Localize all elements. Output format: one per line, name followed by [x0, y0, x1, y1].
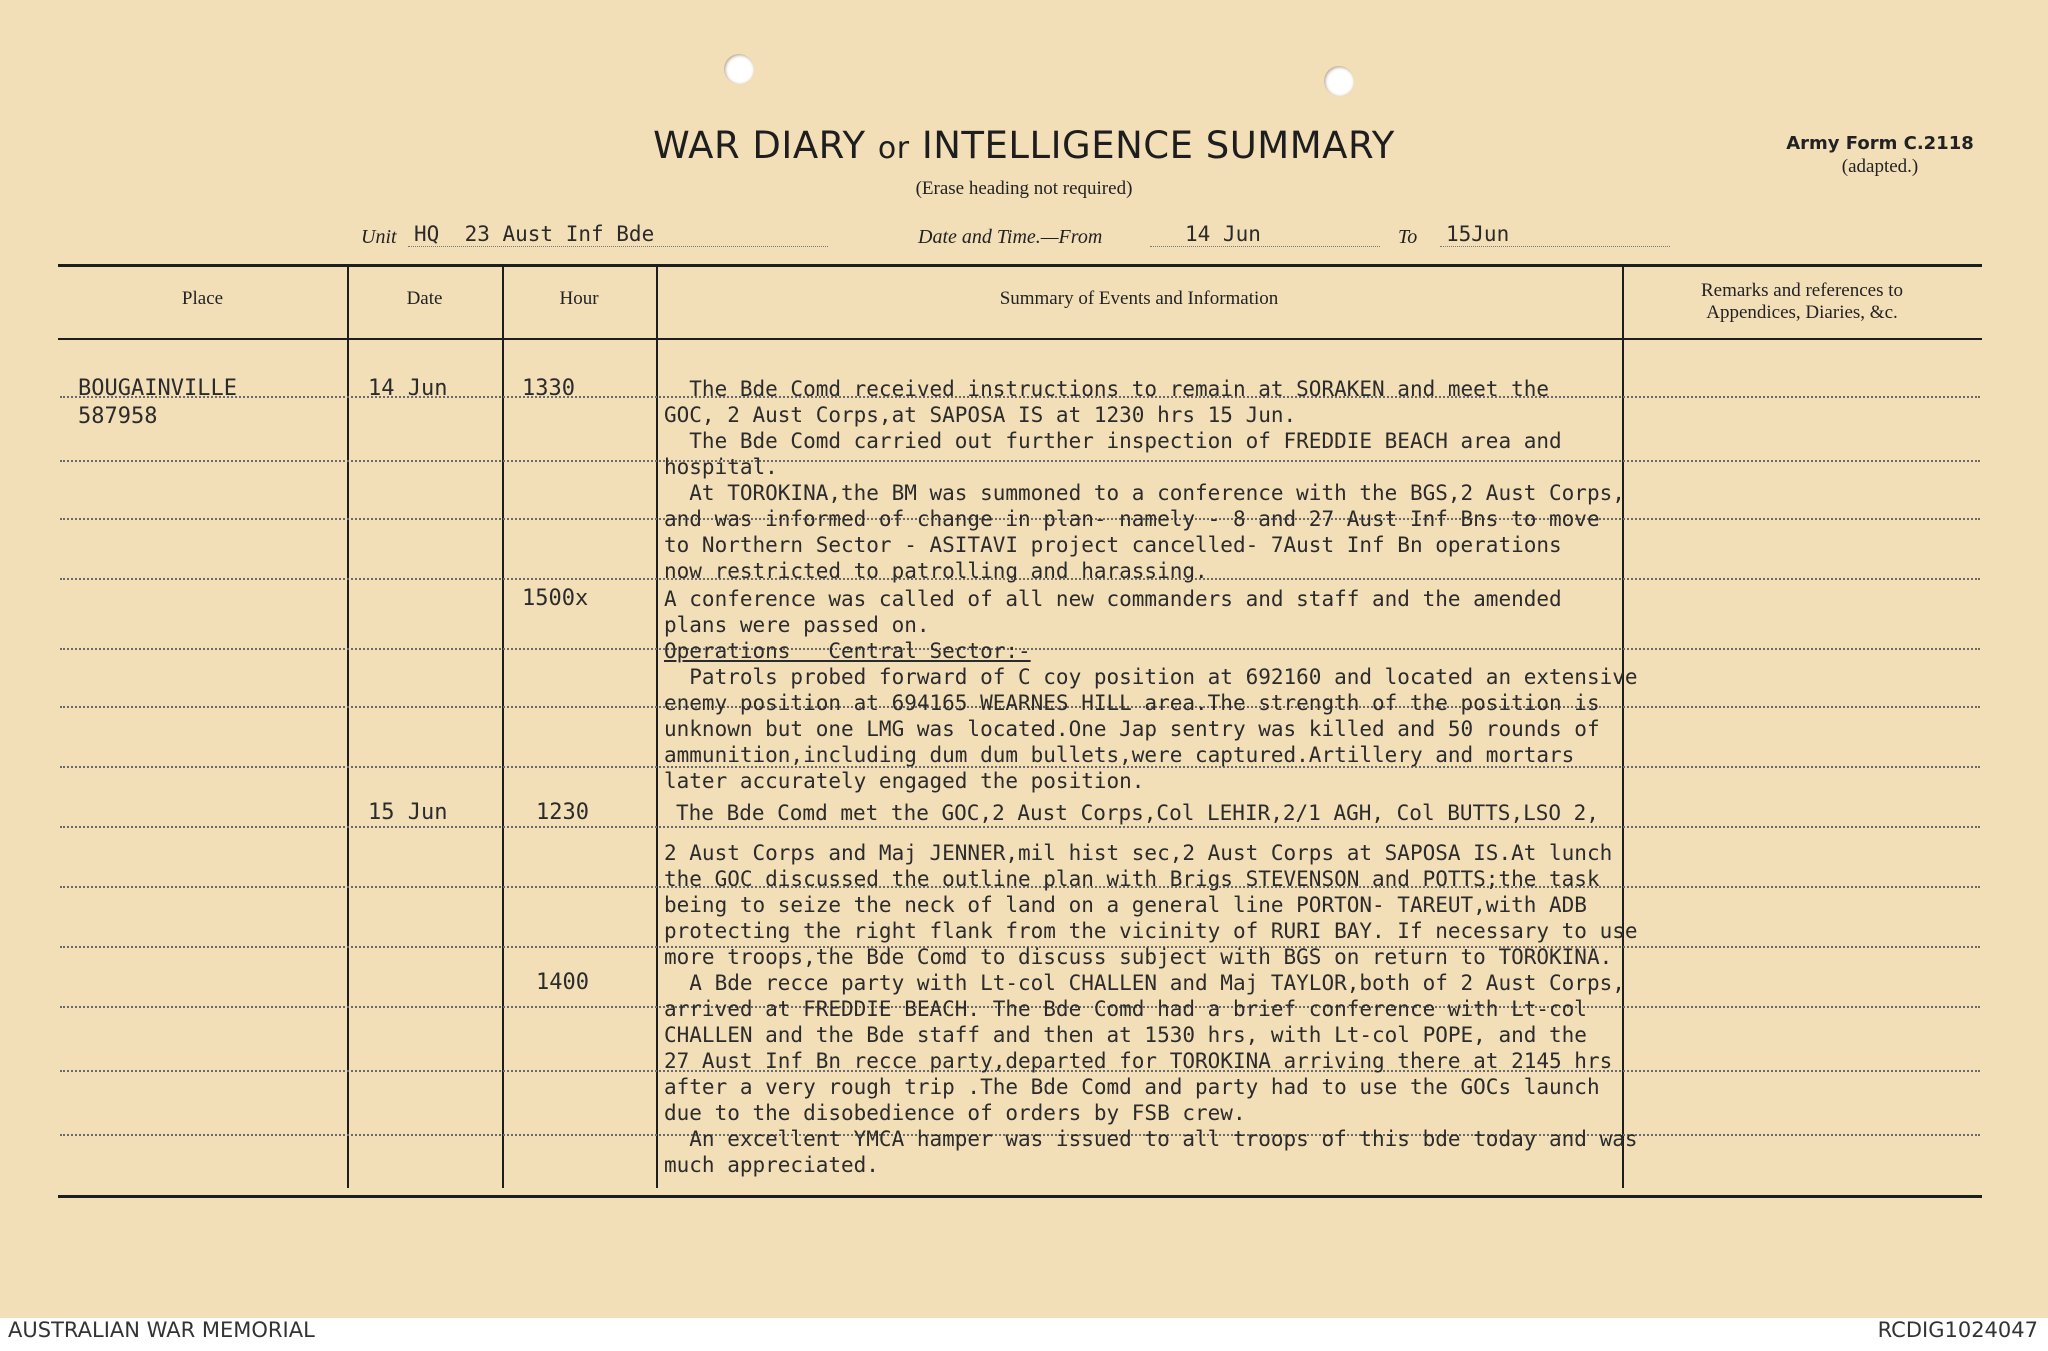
- date-cell: 14 Jun: [368, 376, 448, 401]
- summary-line: enemy position at 694165 WEARNES HILL area.The strength of the position is: [664, 691, 1600, 715]
- summary-line: A conference was called of all new commanders and staff and the amended: [664, 587, 1562, 611]
- summary-line: ammunition,including dum dum bullets,were captured.Artillery and mortars: [664, 743, 1575, 767]
- column-divider: [656, 264, 658, 1188]
- form-number: Army Form C.2118: [1786, 133, 1974, 154]
- summary-line: Patrols probed forward of C coy position at 692160 and located an extensive: [664, 665, 1638, 689]
- column-divider: [1622, 264, 1624, 1188]
- place-name: BOUGAINVILLE: [78, 376, 237, 401]
- date-time-label: Date and Time.—From: [918, 226, 1103, 248]
- page-title: [0, 124, 2048, 167]
- summary-line: GOC, 2 Aust Corps,at SAPOSA IS at 1230 hrs 15 Jun.: [664, 403, 1297, 427]
- summary-line: A Bde recce party with Lt-col CHALLEN and Maj TAYLOR,both of 2 Aust Corps,: [664, 971, 1625, 995]
- remarks-header-line2: Appendices, Diaries, &c.: [1706, 302, 1898, 323]
- column-header-date: Date: [406, 288, 443, 309]
- summary-line: CHALLEN and the Bde staff and then at 1530 hrs, with Lt-col POPE, and the: [664, 1023, 1587, 1047]
- summary-line: the GOC discussed the outline plan with Brigs STEVENSON and POTTS;the task: [664, 867, 1600, 891]
- column-divider: [347, 264, 349, 1188]
- summary-line: and was informed of change in plan- namely - 8 and 27 Aust Inf Bns to move: [664, 507, 1600, 531]
- title-part1: WAR DIARY: [653, 124, 866, 167]
- remarks-header-line1: Remarks and references to: [1700, 280, 1904, 301]
- column-header-place: Place: [181, 288, 224, 309]
- summary-line: after a very rough trip .The Bde Comd and party had to use the GOCs launch: [664, 1075, 1600, 1099]
- to-dotted-line: [1440, 246, 1670, 247]
- date-to-label: To: [1398, 226, 1418, 248]
- punch-hole: [724, 54, 754, 84]
- summary-line: due to the disobedience of orders by FSB crew.: [664, 1101, 1246, 1125]
- summary-line: much appreciated.: [664, 1153, 879, 1177]
- summary-line: protecting the right flank from the vicinity of RURI BAY. If necessary to use: [664, 919, 1638, 943]
- form-note: (adapted.): [1841, 156, 1919, 177]
- summary-line: to Northern Sector - ASITAVI project cancelled- 7Aust Inf Bn operations: [664, 533, 1562, 557]
- date-from-value: 14 Jun: [1185, 222, 1261, 246]
- summary-line: 2 Aust Corps and Maj JENNER,mil hist sec,2 Aust Corps at SAPOSA IS.At lunch: [664, 841, 1613, 865]
- summary-line: plans were passed on.: [664, 613, 930, 637]
- place-grid-ref: 587958: [78, 404, 158, 429]
- summary-line: later accurately engaged the position.: [664, 769, 1145, 793]
- summary-line: hospital.: [664, 455, 778, 479]
- from-dotted-line: [1150, 246, 1380, 247]
- unit-dotted-line: [408, 246, 828, 247]
- footer-credit: AUSTRALIAN WAR MEMORIAL: [8, 1318, 315, 1342]
- page-subtitle: (Erase heading not required): [915, 178, 1133, 199]
- summary-line: 27 Aust Inf Bn recce party,departed for TOROKINA arriving there at 2145 hrs: [664, 1049, 1613, 1073]
- ruled-line: [60, 460, 1980, 462]
- footer-reference: RCDIG1024047: [1877, 1318, 2038, 1342]
- summary-line: arrived at FREDDIE BEACH. The Bde Comd had a brief conference with Lt-col: [664, 997, 1587, 1021]
- date-to-value: 15Jun: [1446, 222, 1510, 246]
- summary-line: being to seize the neck of land on a general line PORTON- TAREUT,with ADB: [664, 893, 1587, 917]
- ruled-line: [60, 826, 1980, 828]
- table-bottom-rule: [58, 1195, 1982, 1198]
- hour-cell: 1400: [536, 970, 589, 995]
- hour-cell: 1230: [536, 800, 589, 825]
- column-divider: [502, 264, 504, 1188]
- hour-cell: 1500x: [522, 586, 589, 611]
- column-header-summary: Summary of Events and Information: [999, 288, 1279, 309]
- summary-line: The Bde Comd met the GOC,2 Aust Corps,Col LEHIR,2/1 AGH, Col BUTTS,LSO 2,: [676, 801, 1599, 825]
- column-header-remarks: [1624, 280, 1980, 324]
- hour-cell: 1330: [522, 376, 575, 401]
- punch-hole: [1324, 66, 1354, 96]
- date-cell: 15 Jun: [368, 800, 448, 825]
- summary-line: An excellent YMCA hamper was issued to all troops of this bde today and was: [664, 1127, 1638, 1151]
- summary-line: At TOROKINA,the BM was summoned to a conference with the BGS,2 Aust Corps,: [664, 481, 1625, 505]
- summary-subheading: Operations Central Sector:-: [664, 639, 1031, 663]
- title-or: or: [877, 131, 910, 166]
- summary-line: more troops,the Bde Comd to discuss subject with BGS on return to TOROKINA.: [664, 945, 1613, 969]
- unit-value: HQ 23 Aust Inf Bde: [414, 222, 655, 246]
- title-part2: INTELLIGENCE SUMMARY: [921, 124, 1395, 167]
- summary-line: now restricted to patrolling and harassing.: [664, 559, 1208, 583]
- summary-line: unknown but one LMG was located.One Jap sentry was killed and 50 rounds of: [664, 717, 1600, 741]
- summary-line: The Bde Comd carried out further inspection of FREDDIE BEACH area and: [664, 429, 1562, 453]
- summary-line: The Bde Comd received instructions to remain at SORAKEN and meet the: [664, 377, 1550, 401]
- column-header-hour: Hour: [559, 288, 599, 309]
- unit-label: Unit: [361, 226, 397, 248]
